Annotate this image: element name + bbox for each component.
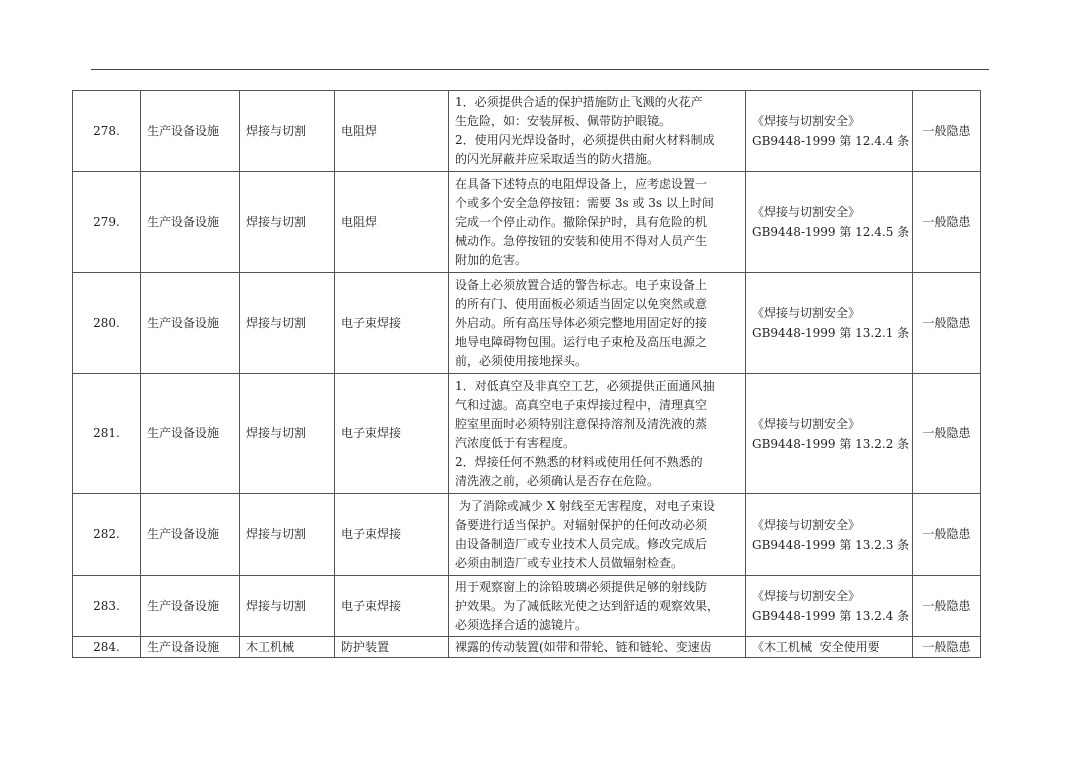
row-number: 283. [73, 576, 141, 637]
row-number: 280. [73, 273, 141, 374]
category-cell: 生产设备设施 [141, 273, 240, 374]
table-row [73, 172, 981, 273]
hazard-level-cell: 一般隐患 [913, 576, 981, 637]
standard-clause: GB9448-1999 第 12.4.4 条 [752, 134, 910, 148]
description-line: 为了消除或减少 X 射线至无害程度，对电子束设 [455, 498, 715, 513]
table-row [73, 91, 981, 172]
type-cell: 焊接与切割 [240, 576, 335, 637]
standard-cell [746, 273, 913, 374]
subtype-cell: 电子束焊接 [335, 494, 449, 576]
type-cell: 焊接与切割 [240, 374, 335, 494]
description-line: 在具备下述特点的电阻焊设备上，应考虑设置一 [455, 176, 708, 191]
standard-title: 《焊接与切割安全》 [752, 205, 861, 219]
category-cell: 生产设备设施 [141, 91, 240, 172]
standard-title: 《焊接与切割安全》 [752, 589, 861, 603]
description-line: 2．使用闪光焊设备时，必须提供由耐火材料制成 [455, 133, 715, 147]
description-line: 清洗液之前，必须确认是否存在危险。 [455, 473, 660, 488]
description-cell [449, 172, 746, 273]
description-line: 备要进行适当保护。对辐射保护的任何改动必须 [455, 517, 708, 532]
subtype-cell: 电子束焊接 [335, 374, 449, 494]
description-cell [449, 91, 746, 172]
standard-title: 《焊接与切割安全》 [752, 306, 861, 320]
row-number: 281. [73, 374, 141, 494]
description-line: 生危险，如：安装屏板、佩带防护眼镜。 [455, 114, 672, 128]
description-line: 械动作。急停按钮的安装和使用不得对人员产生 [455, 233, 708, 248]
description-line: 的所有门、使用面板必须适当固定以免突然或意 [455, 296, 708, 311]
description-line: 1．必须提供合适的保护措施防止飞溅的火花产 [455, 95, 703, 109]
standard-cell [746, 576, 913, 637]
row-number: 279. [73, 172, 141, 273]
standard-cell [746, 172, 913, 273]
description-cell [449, 273, 746, 374]
type-cell: 焊接与切割 [240, 273, 335, 374]
description-line: 气和过滤。高真空电子束焊接过程中，清理真空 [455, 397, 708, 412]
description-cell [449, 576, 746, 637]
subtype-cell: 电阻焊 [335, 172, 449, 273]
category-cell: 生产设备设施 [141, 374, 240, 494]
subtype-cell: 电子束焊接 [335, 273, 449, 374]
hazard-level-cell: 一般隐患 [913, 91, 981, 172]
standard-title: 《焊接与切割安全》 [752, 416, 861, 431]
hazard-level-cell: 一般隐患 [913, 172, 981, 273]
type-cell: 木工机械 [240, 637, 335, 658]
description-line: 设备上必须放置合适的警告标志。电子束设备上 [455, 277, 708, 292]
table-row [73, 374, 981, 494]
subtype-cell: 电阻焊 [335, 91, 449, 172]
description-line: 必须由制造厂或专业技术人员做辐射检查。 [455, 555, 684, 570]
description-line: 汽浓度低于有害程度。 [455, 435, 576, 450]
description-line: 外启动。所有高压导体必须完整地用固定好的接 [455, 315, 708, 330]
standard-clause: GB9448-1999 第 13.2.2 条 [752, 436, 910, 451]
standard-title: 《木工机械 安全使用要 [752, 640, 880, 654]
row-number: 282. [73, 494, 141, 576]
subtype-cell: 防护装置 [335, 637, 449, 658]
hazard-level-cell: 一般隐患 [913, 374, 981, 494]
hazard-table [72, 90, 981, 658]
row-number: 278. [73, 91, 141, 172]
standard-cell [746, 637, 913, 658]
row-number: 284. [73, 637, 141, 658]
standard-title: 《焊接与切割安全》 [752, 114, 861, 128]
standard-clause: GB9448-1999 第 13.2.4 条 [752, 609, 910, 623]
table-row [73, 576, 981, 637]
description-cell [449, 494, 746, 576]
hazard-level-cell: 一般隐患 [913, 637, 981, 658]
description-line: 附加的危害。 [455, 252, 528, 267]
table-row [73, 494, 981, 576]
table-row [73, 637, 981, 658]
description-line: 前，必须使用接地探头。 [455, 353, 588, 368]
header-rule [91, 69, 989, 70]
standard-clause: GB9448-1999 第 13.2.1 条 [752, 326, 910, 340]
category-cell: 生产设备设施 [141, 494, 240, 576]
type-cell: 焊接与切割 [240, 494, 335, 576]
category-cell: 生产设备设施 [141, 172, 240, 273]
hazard-level-cell: 一般隐患 [913, 273, 981, 374]
standard-cell [746, 374, 913, 494]
standard-cell [746, 494, 913, 576]
description-cell [449, 637, 746, 658]
description-line: 地导电障碍物包围。运行电子束枪及高压电源之 [455, 334, 708, 349]
table-row [73, 273, 981, 374]
description-line: 由设备制造厂或专业技术人员完成。修改完成后 [455, 536, 708, 551]
description-line: 2．焊接任何不熟悉的材料或使用任何不熟悉的 [455, 454, 703, 469]
description-line: 裸露的传动装置(如带和带轮、链和链轮、变速齿 [455, 639, 712, 654]
description-cell [449, 374, 746, 494]
standard-cell [746, 91, 913, 172]
category-cell: 生产设备设施 [141, 576, 240, 637]
standard-clause: GB9448-1999 第 12.4.5 条 [752, 225, 910, 239]
standard-title: 《焊接与切割安全》 [752, 517, 861, 532]
standard-clause: GB9448-1999 第 13.2.3 条 [752, 537, 910, 552]
type-cell: 焊接与切割 [240, 91, 335, 172]
type-cell: 焊接与切割 [240, 172, 335, 273]
description-line: 腔室里面时必须特别注意保持溶剂及清洗液的蒸 [455, 416, 708, 431]
description-line: 1．对低真空及非真空工艺，必须提供正面通风抽 [455, 378, 715, 393]
description-line: 用于观察窗上的涂铅玻璃必须提供足够的射线防 [455, 579, 708, 594]
description-line: 必须选择合适的滤镜片。 [455, 617, 588, 632]
subtype-cell: 电子束焊接 [335, 576, 449, 637]
description-line: 完成一个停止动作。撤除保护时，具有危险的机 [455, 214, 708, 229]
hazard-level-cell: 一般隐患 [913, 494, 981, 576]
description-line: 护效果。为了减低眩光使之达到舒适的观察效果， [455, 598, 720, 613]
description-line: 的闪光屏蔽并应采取适当的防火措施。 [455, 152, 660, 166]
category-cell: 生产设备设施 [141, 637, 240, 658]
description-line: 个或多个安全急停按钮：需要 3s 或 3s 以上时间 [455, 195, 714, 210]
